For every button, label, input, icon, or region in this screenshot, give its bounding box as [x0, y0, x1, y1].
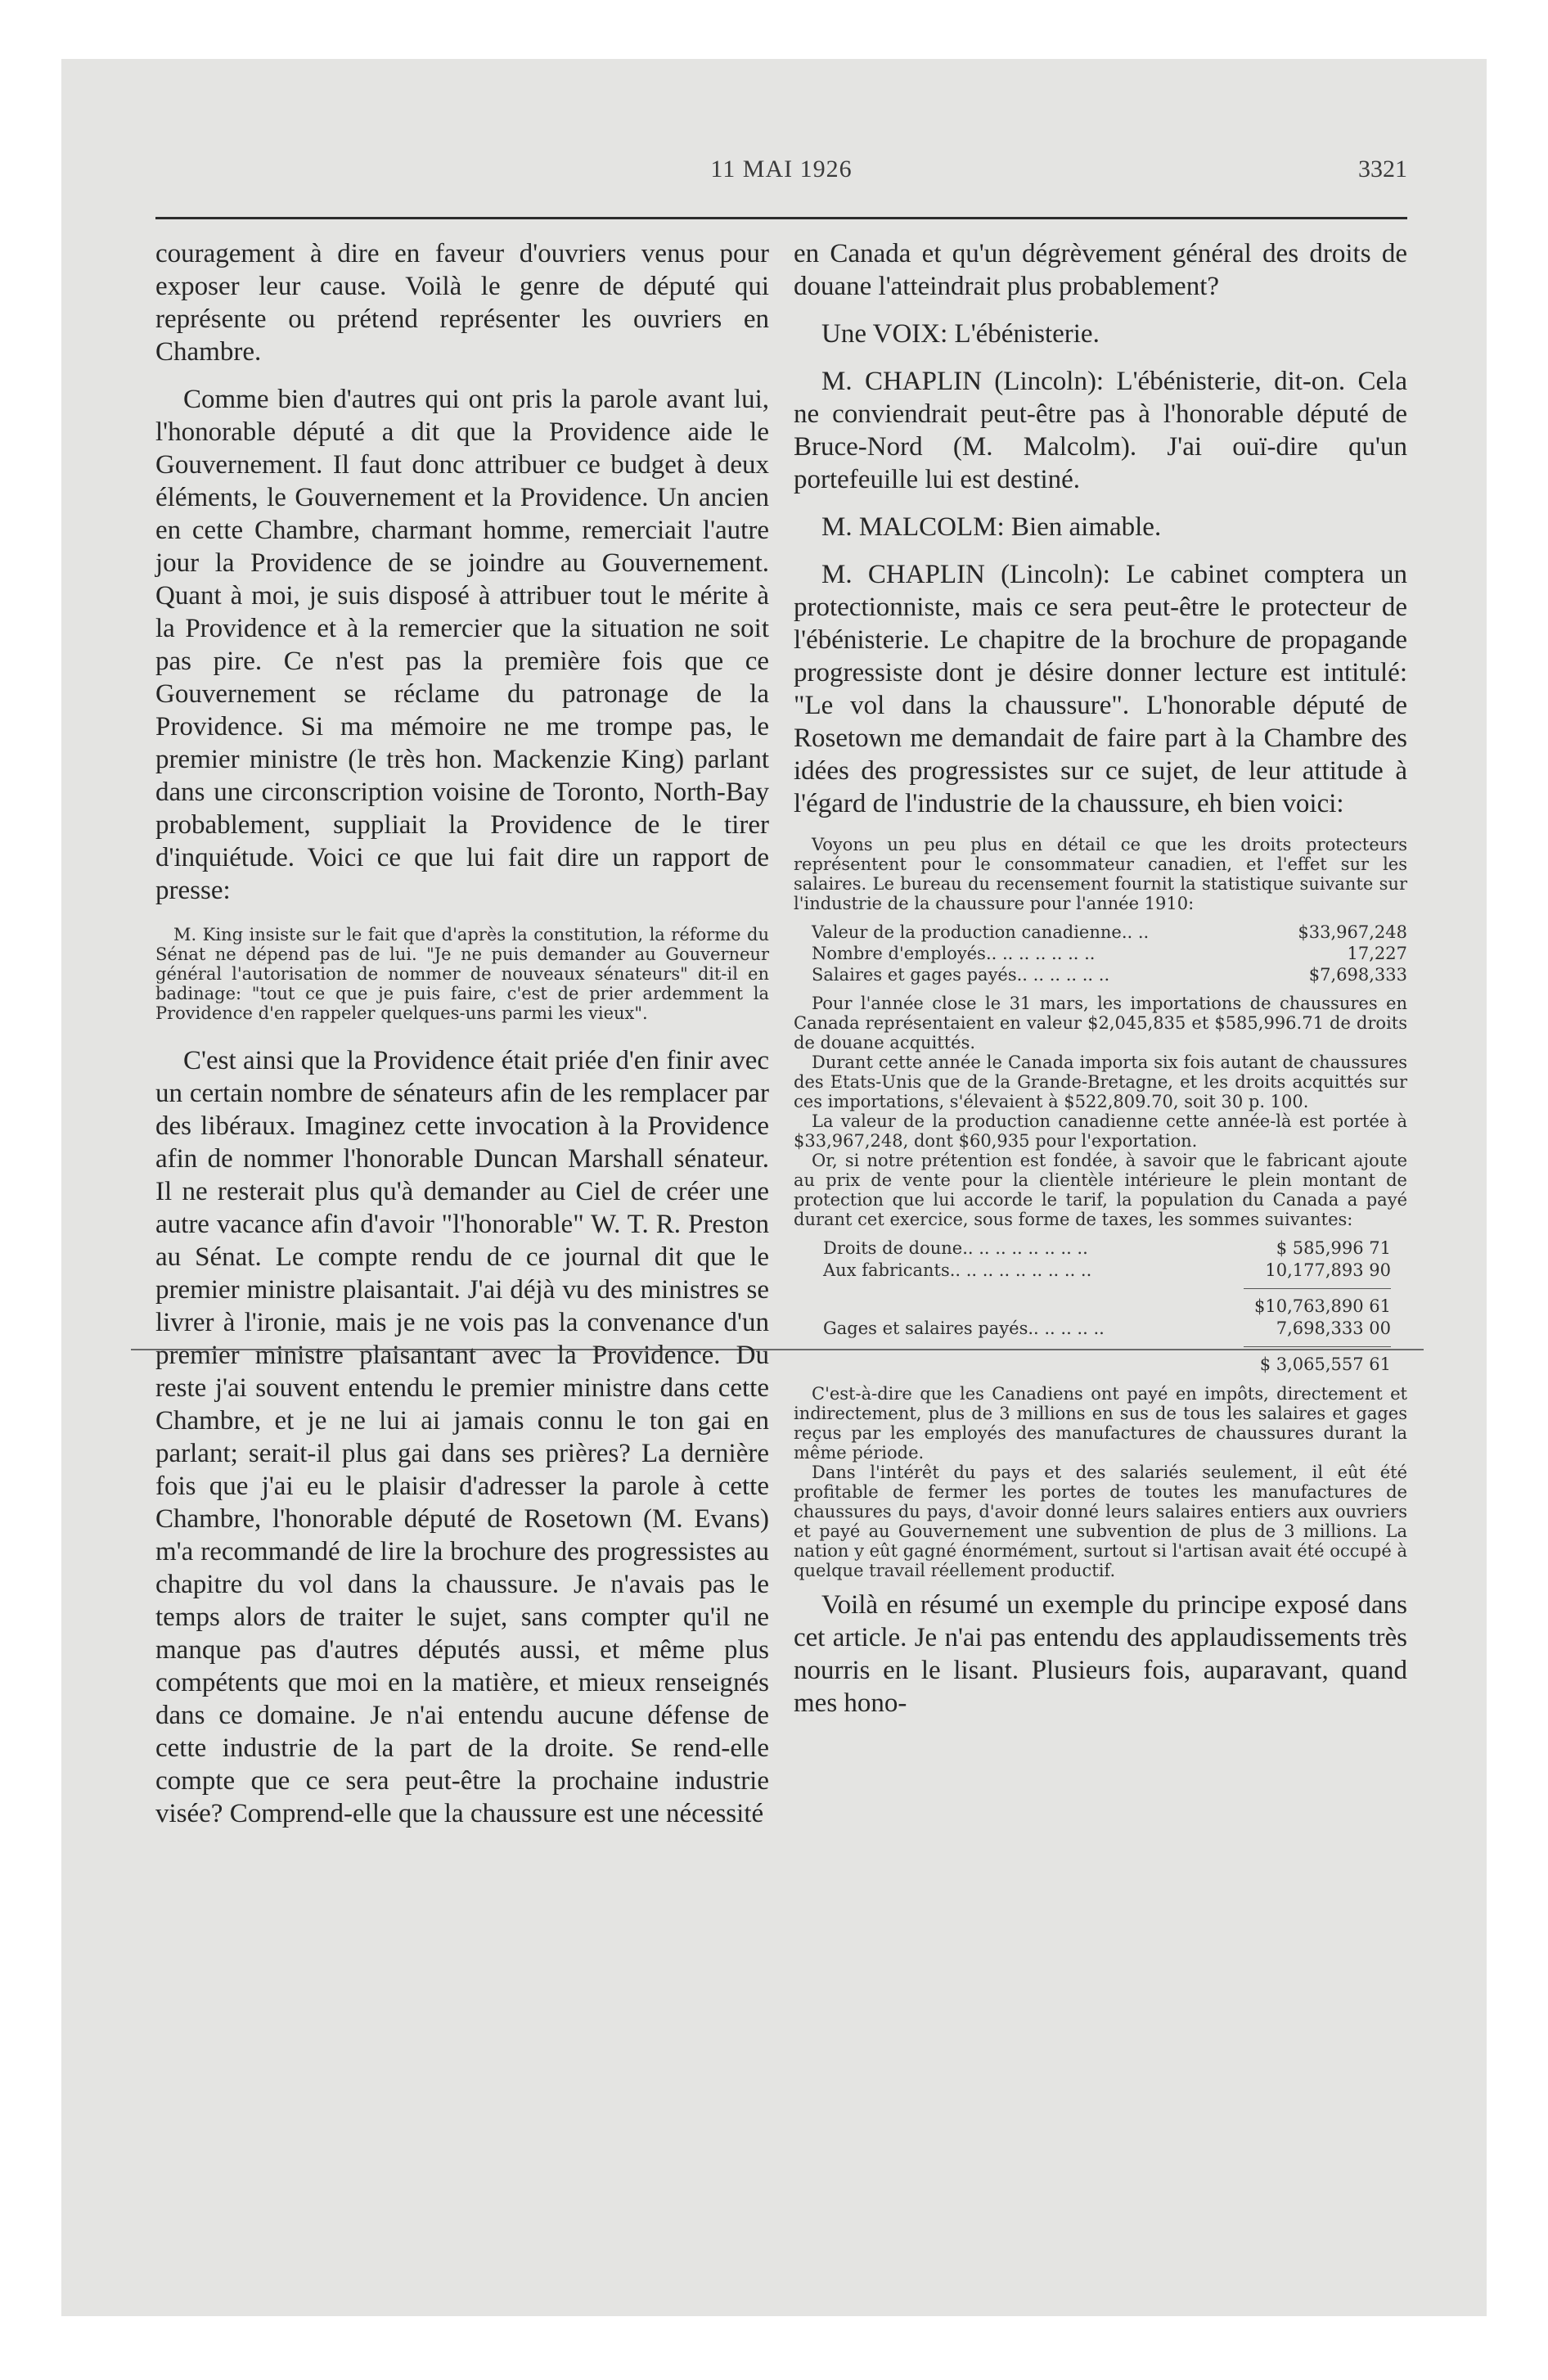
stat-label: Valeur de la production canadienne.. ..	[812, 922, 1150, 942]
money-value: 10,177,893 90	[1265, 1260, 1391, 1280]
press-quote	[155, 925, 769, 1023]
brochure-excerpt	[794, 835, 1407, 1580]
money-row	[794, 1296, 1407, 1318]
excerpt-paragraph: C'est-à-dire que les Canadiens ont payé en impôts, directement et indirectement, plus de 3 millions en sus de tous les salaires et gages reçus par les employés des manufactures de chaussures durant la même période.	[794, 1384, 1407, 1463]
header-rule	[155, 217, 1407, 219]
stat-label: Salaires et gages payés.. .. .. .. .. ..	[812, 965, 1110, 985]
right-column	[794, 237, 1407, 1734]
money-label: Gages et salaires payés.. .. .. .. ..	[823, 1318, 1105, 1338]
excerpt-paragraph: Durant cette année le Canada importa six fois autant de chaussures des Etats-Unis que de la Grande-Bretagne, et les droits acquittés sur ces importations, s'élevaient à $522,809.70, soit 30 p. 100.	[794, 1053, 1407, 1111]
excerpt-paragraph: Voyons un peu plus en détail ce que les droits protecteurs représentent pour le consommateur canadien, et l'effet sur les salaires. Le bureau du recensement fournit la statistique suivante sur l'industrie de la chaussure pour l'année 1910:	[794, 835, 1407, 913]
paragraph: Voilà en résumé un exemple du principe exposé dans cet article. Je n'ai pas entendu des applaudissements très nourris en le lisant. Plusieurs fois, auparavant, quand mes hono-	[794, 1590, 1407, 1718]
money-value: $ 585,996 71	[1276, 1238, 1391, 1258]
paragraph: couragement à dire en faveur d'ouvriers venus pour exposer leur cause. Voilà le genre de député qui représente ou prétend représenter les ouvriers en Chambre.	[155, 239, 769, 367]
stat-value: 17,227	[1347, 944, 1407, 963]
money-row	[794, 1237, 1407, 1260]
stat-value: $33,967,248	[1298, 922, 1407, 942]
stat-value: $7,698,333	[1308, 965, 1407, 985]
money-row	[794, 1318, 1407, 1340]
excerpt-paragraph: La valeur de la production canadienne cette année-là est portée à $33,967,248, dont $60,935 pour l'exportation.	[794, 1111, 1407, 1151]
money-label: Droits de doune.. .. .. .. .. .. .. ..	[823, 1238, 1088, 1258]
page-date: 11 MAI 1926	[710, 156, 853, 183]
stat-row	[794, 943, 1407, 964]
page-number: 3321	[1358, 156, 1407, 183]
page-header	[155, 156, 1407, 205]
stat-row	[794, 922, 1407, 943]
left-column	[155, 237, 769, 1845]
quote-text: M. King insiste sur le fait que d'après la constitution, la réforme du Sénat ne dépend pas de lui. "Je ne puis demander au Gouverneur général l'autorisation de nommer de nouveaux sénateurs" dit-il en badinage: "tout ce que je puis faire, c'est de prier ardemment la Providence d'en rappeler quelques-uns parmi les vieux".	[155, 925, 769, 1023]
money-row	[794, 1354, 1407, 1376]
paragraph: M. CHAPLIN (Lincoln): Le cabinet comptera un protectionniste, mais ce sera peut-être le protecteur de l'ébénisterie. Le chapitre de la brochure de propagande progressiste dont je désire donner lecture est intitulé: "Le vol dans la chaussure". L'honorable député de Rosetown me demandait de faire part à la Chambre des idées des progressistes sur ce sujet, de leur attitude à l'égard de l'industrie de la chaussure, eh bien voici:	[794, 560, 1407, 818]
subtotal-value: $10,763,890 61	[1254, 1296, 1391, 1316]
total-value: $ 3,065,557 61	[1259, 1355, 1391, 1374]
paragraph: Une VOIX: L'ébénisterie.	[821, 319, 1100, 349]
paragraph: M. MALCOLM: Bien aimable.	[821, 512, 1162, 542]
excerpt-paragraph: Pour l'année close le 31 mars, les importations de chaussures en Canada représentaient en valeur $2,045,835 et $585,996.71 de droits de douane acquittés.	[794, 994, 1407, 1053]
paragraph: C'est ainsi que la Providence était priée d'en finir avec un certain nombre de sénateurs afin de les remplacer par des libéraux. Imaginez cette invocation à la Providence afin de nommer l'honorable Duncan Marshall sénateur. Il ne resterait plus qu'à demander au Ciel de créer une autre vacance afin d'avoir "l'honorable" W. T. R. Preston au Sénat. Le compte rendu de ce journal dit que le premier ministre plaisantait. J'ai déjà vu des ministres se livrer à l'ironie, mais je ne vois pas la convenance d'un premier ministre plaisantant avec la Providence. Du reste j'ai souvent entendu le premier ministre dans cette Chambre, et je ne lui ai jamais connu le ton gai en parlant; serait-il plus gai dans ses prières? La dernière fois que j'ai eu le plaisir d'adresser la parole à cette Chambre, l'honorable député de Rosetown (M. Evans) m'a recommandé de lire la brochure des progressistes au chapitre du vol dans la chaussure. Je n'avais pas le temps alors de traiter le sujet, sans compter qu'il ne manque pas d'autres députés aussi, et même plus compétents que moi en la matière, et mieux renseignés dans ce domaine. Je n'ai entendu aucune défense de cette industrie de la part de la droite. Se rend-elle compte que ce sera peut-être la prochaine industrie visée? Comprend-elle que la chaussure est une nécessité	[155, 1046, 769, 1828]
money-label: Aux fabricants.. .. .. .. .. .. .. .. ..	[823, 1260, 1092, 1280]
census-stats	[794, 922, 1407, 985]
money-row	[794, 1260, 1407, 1282]
stat-label: Nombre d'employés.. .. .. .. .. .. ..	[812, 944, 1096, 963]
paragraph: M. CHAPLIN (Lincoln): L'ébénisterie, dit-on. Cela ne conviendrait peut-être pas à l'honorable député de Bruce-Nord (M. Malcolm). J'ai ouï-dire qu'un portefeuille lui est destiné.	[794, 367, 1407, 494]
paragraph: en Canada et qu'un dégrèvement général des droits de douane l'atteindrait plus probablement?	[794, 239, 1407, 301]
excerpt-paragraph: Or, si notre prétention est fondée, à savoir que le fabricant ajoute au prix de vente pour la clientèle intérieure le plein montant de protection que lui accorde le tarif, la population du Canada a payé durant cet exercice, sous forme de taxes, les sommes suivantes:	[794, 1151, 1407, 1229]
money-value: 7,698,333 00	[1276, 1318, 1391, 1338]
sum-rule	[1244, 1346, 1391, 1347]
sum-rule	[1244, 1288, 1391, 1289]
stat-row	[794, 964, 1407, 985]
paragraph: Comme bien d'autres qui ont pris la parole avant lui, l'honorable député a dit que la Providence aide le Gouvernement. Il faut donc attribuer ce budget à deux éléments, le Gouvernement et la Providence. Un ancien en cette Chambre, charmant homme, remerciait l'autre jour la Providence de se joindre au Gouvernement. Quant à moi, je suis disposé à attribuer tout le mérite à la Providence et à la remercier que la situation ne soit pas pire. Ce n'est pas la première fois que ce Gouvernement se réclame du patronage de la Providence. Si ma mémoire ne me trompe pas, le premier ministre (le très hon. Mackenzie King) parlant dans une circonscription voisine de Toronto, North-Bay probablement, suppliait la Providence de le tirer d'inquiétude. Voici ce que lui fait dire un rapport de presse:	[155, 385, 769, 905]
excerpt-paragraph: Dans l'intérêt du pays et des salariés seulement, il eût été profitable de fermer les portes de toutes les manufactures de chaussures du pays, d'avoir donné leurs salaires entiers aux ouvriers et payé au Gouvernement une subvention de plus de 3 millions. La nation y eût gagné énormément, surtout si l'artisan avait été occupé à quelque travail réellement productif.	[794, 1463, 1407, 1580]
tax-table	[794, 1237, 1407, 1376]
